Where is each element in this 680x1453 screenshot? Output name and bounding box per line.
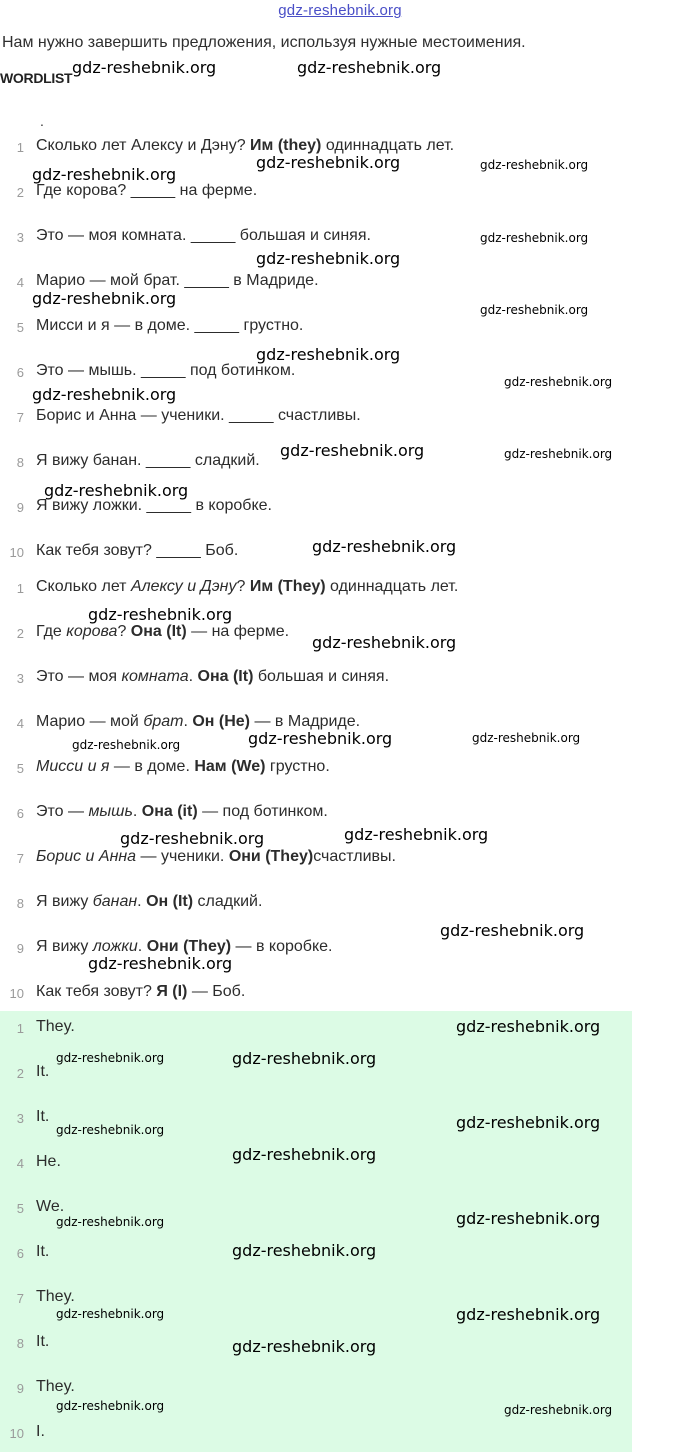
watermark-text: gdz-reshebnik.org (56, 1307, 165, 1321)
item-sentence: Я вижу ложки. _____ в коробке. (36, 497, 272, 514)
explained-row (0, 668, 640, 698)
item-number: 4 (16, 716, 24, 731)
exercise-row (0, 362, 640, 392)
item-sentence: Марио — мой брат. Он (He) — в Мадриде. (36, 713, 361, 730)
item-sentence: Мисси и я — в доме. Нам (We) грустно. (36, 758, 330, 775)
exercise-row (0, 182, 640, 212)
watermark-text: gdz-reshebnik.org (232, 1337, 377, 1356)
item-sentence: Это — моя комната. _____ большая и синяя. (36, 227, 371, 244)
explained-row (0, 893, 640, 923)
item-sentence: Как тебя зовут? Я (I) — Боб. (36, 983, 246, 1000)
item-number: 6 (16, 1246, 24, 1261)
watermark-text: gdz-reshebnik.org (312, 633, 457, 652)
item-number: 2 (16, 1066, 24, 1081)
item-number: 9 (16, 1381, 24, 1396)
item-number: 9 (16, 941, 24, 956)
item-number: 7 (16, 851, 24, 866)
item-number: 4 (16, 275, 24, 290)
watermark-text: gdz-reshebnik.org (456, 1305, 601, 1324)
watermark-text: gdz-reshebnik.org (344, 825, 489, 844)
watermark-text: gdz-reshebnik.org (480, 158, 589, 172)
watermark-text: gdz-reshebnik.org (56, 1051, 165, 1065)
answer-row (0, 1108, 640, 1138)
item-sentence: Где корова? Она (It) — на ферме. (36, 623, 290, 640)
item-number: 1 (16, 1021, 24, 1036)
explained-row (0, 623, 640, 653)
item-number: 5 (16, 320, 24, 335)
explained-row (0, 983, 640, 1013)
item-sentence: Марио — мой брат. _____ в Мадриде. (36, 272, 319, 289)
item-sentence: They. (36, 1288, 75, 1305)
item-sentence: They. (36, 1378, 75, 1395)
item-sentence: Борис и Анна — ученики. Они (They)счастливы. (36, 848, 396, 865)
item-sentence: Как тебя зовут? _____ Боб. (36, 542, 239, 559)
watermark-text: gdz-reshebnik.org (504, 1403, 613, 1417)
watermark-text: gdz-reshebnik.org (256, 153, 401, 172)
exercise-row (0, 272, 640, 302)
item-number: 1 (16, 581, 24, 596)
item-number: 3 (16, 1111, 24, 1126)
watermark-text: gdz-reshebnik.org (456, 1113, 601, 1132)
answer-row (0, 1288, 640, 1318)
item-sentence: Сколько лет Алексу и Дэну? Им (They) одиннадцать лет. (36, 578, 459, 595)
item-sentence: I. (36, 1423, 45, 1440)
watermark-text: gdz-reshebnik.org (440, 921, 585, 940)
watermark-text: gdz-reshebnik.org (256, 345, 401, 364)
item-number: 10 (9, 986, 24, 1001)
explained-row (0, 938, 640, 968)
explained-row (0, 758, 640, 788)
explained-row (0, 803, 640, 833)
item-sentence: Это — мышь. _____ под ботинком. (36, 362, 296, 379)
watermark-text: gdz-reshebnik.org (232, 1145, 377, 1164)
watermark-text: gdz-reshebnik.org (32, 289, 177, 308)
explained-row (0, 848, 640, 878)
item-sentence: Я вижу ложки. Они (They) — в коробке. (36, 938, 333, 955)
item-number: 6 (16, 806, 24, 821)
item-number: 8 (16, 1336, 24, 1351)
item-number: 2 (16, 626, 24, 641)
exercise-row (0, 317, 640, 347)
exercise-row (0, 227, 640, 257)
watermark-text: gdz-reshebnik.org (280, 441, 425, 460)
answer-row (0, 1198, 640, 1228)
watermark-text: gdz-reshebnik.org (480, 231, 589, 245)
item-number: 10 (9, 545, 24, 560)
item-number: 3 (16, 230, 24, 245)
item-sentence: It. (36, 1108, 50, 1125)
watermark-text: gdz-reshebnik.org (72, 738, 181, 752)
watermark-text: gdz-reshebnik.org (32, 385, 177, 404)
watermark-text: gdz-reshebnik.org (248, 729, 393, 748)
watermark-text: gdz-reshebnik.org (504, 447, 613, 461)
watermark-text: gdz-reshebnik.org (232, 1241, 377, 1260)
answer-row (0, 1063, 640, 1093)
item-number: 2 (16, 185, 24, 200)
exercise-row (0, 452, 640, 482)
watermark-text: gdz-reshebnik.org (88, 954, 233, 973)
item-number: 6 (16, 365, 24, 380)
item-sentence: Борис и Анна — ученики. _____ счастливы. (36, 407, 361, 424)
task-instruction: Нам нужно завершить предложения, используя нужные местоимения. (2, 34, 526, 51)
item-sentence: He. (36, 1153, 61, 1170)
watermark-text: gdz-reshebnik.org (88, 605, 233, 624)
watermark-text: gdz-reshebnik.org (232, 1049, 377, 1068)
answer-row (0, 1018, 640, 1048)
item-number: 10 (9, 1426, 24, 1441)
answer-row (0, 1243, 640, 1273)
item-sentence: Я вижу банан. _____ сладкий. (36, 452, 260, 469)
answer-row (0, 1153, 640, 1183)
item-number: 7 (16, 410, 24, 425)
exercise-row (0, 407, 640, 437)
watermark-text: gdz-reshebnik.org (32, 165, 177, 184)
site-header-link[interactable]: gdz-reshebnik.org (278, 2, 402, 19)
exercise-row (0, 497, 640, 527)
watermark-text: gdz-reshebnik.org (312, 537, 457, 556)
item-sentence: We. (36, 1198, 65, 1215)
watermark-text: gdz-reshebnik.org (456, 1017, 601, 1036)
watermark-text: gdz-reshebnik.org (256, 249, 401, 268)
item-number: 8 (16, 455, 24, 470)
item-sentence: Сколько лет Алексу и Дэну? Им (they) одиннадцать лет. (36, 137, 455, 154)
answer-row (0, 1333, 640, 1363)
item-sentence: Мисси и я — в доме. _____ грустно. (36, 317, 304, 334)
watermark-text: gdz-reshebnik.org (297, 58, 442, 77)
watermark-text: gdz-reshebnik.org (56, 1215, 165, 1229)
answer-row (0, 1423, 640, 1453)
item-number: 5 (16, 761, 24, 776)
watermark-text: gdz-reshebnik.org (472, 731, 581, 745)
item-number: 5 (16, 1201, 24, 1216)
item-number: 4 (16, 1156, 24, 1171)
watermark-text: gdz-reshebnik.org (456, 1209, 601, 1228)
item-sentence: It. (36, 1333, 50, 1350)
watermark-text: gdz-reshebnik.org (480, 303, 589, 317)
item-sentence: Я вижу банан. Он (It) сладкий. (36, 893, 263, 910)
explained-row (0, 713, 640, 743)
watermark-text: gdz-reshebnik.org (56, 1399, 165, 1413)
item-number: 3 (16, 671, 24, 686)
item-sentence: They. (36, 1018, 75, 1035)
explained-row (0, 578, 640, 608)
wordlist-label: WORDLIST (0, 70, 73, 86)
item-sentence: Это — моя комната. Она (It) большая и синяя. (36, 668, 390, 685)
stray-dot: . (40, 113, 44, 129)
watermark-text: gdz-reshebnik.org (72, 58, 217, 77)
watermark-text: gdz-reshebnik.org (44, 481, 189, 500)
exercise-row (0, 542, 640, 572)
item-number: 8 (16, 896, 24, 911)
watermark-text: gdz-reshebnik.org (504, 375, 613, 389)
watermark-text: gdz-reshebnik.org (56, 1123, 165, 1137)
item-sentence: It. (36, 1063, 50, 1080)
item-number: 1 (16, 140, 24, 155)
item-number: 7 (16, 1291, 24, 1306)
item-sentence: Где корова? _____ на ферме. (36, 182, 258, 199)
item-sentence: Это — мышь. Она (it) — под ботинком. (36, 803, 328, 820)
watermark-text: gdz-reshebnik.org (120, 829, 265, 848)
answer-row (0, 1378, 640, 1408)
item-sentence: It. (36, 1243, 50, 1260)
item-number: 9 (16, 500, 24, 515)
exercise-row (0, 137, 640, 167)
